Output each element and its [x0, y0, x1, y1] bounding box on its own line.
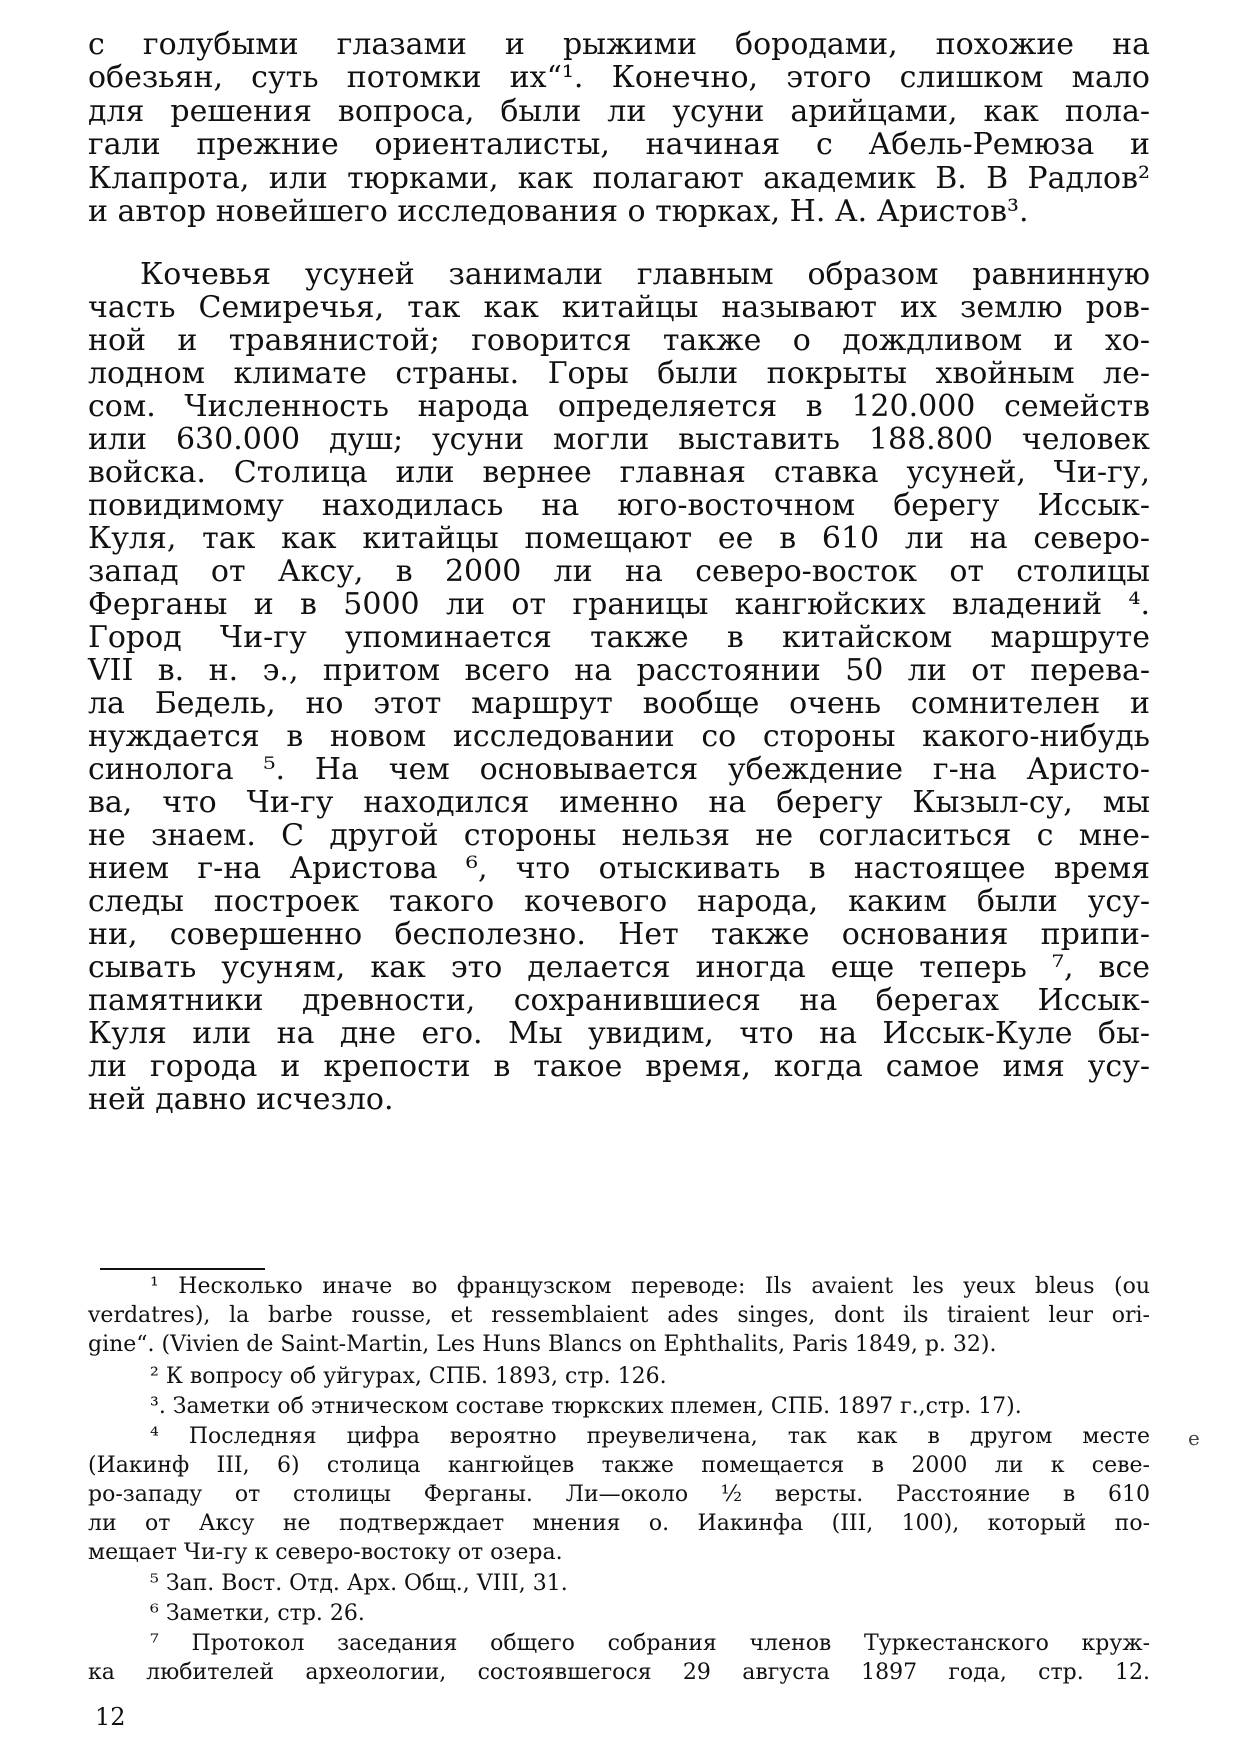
body-line-22: синолога ⁵. На чем основывается убеждение г-на Аристо-	[88, 752, 1150, 787]
body-line-19: VII в. н. э., притом всего на расстоянии 50 ли от перева-	[88, 653, 1150, 688]
footnote-line-2: verdatres), la barbe rousse, et ressemblaient ades singes, dont ils tiraient leur ori-	[88, 1303, 1150, 1328]
body-line-12: или 630.000 душ; усуни могли выставить 188.800 человек	[88, 422, 1150, 457]
body-line-5: Клапрота, или тюрками, как полагают академик В. В Радлов²	[88, 161, 1150, 196]
footnote-line-14: ка любителей археологии, состоявшегося 29 августа 1897 года, стр. 12.	[88, 1660, 1150, 1685]
margin-mark: e	[1188, 1426, 1200, 1450]
body-line-30: Куля или на дне его. Мы увидим, что на Иссык-Куле бы-	[88, 1016, 1150, 1051]
body-line-9: ной и травянистой; говорится также о дождливом и хо-	[88, 323, 1150, 358]
body-line-20: ла Бедель, но этот маршрут вообще очень сомнителен и	[88, 686, 1150, 721]
footnote-line-5: ³. Заметки об этническом составе тюркских племен, СПБ. 1897 г.,стр. 17).	[150, 1394, 1022, 1419]
body-line-8: часть Семиречья, так как китайцы называют их землю ров-	[88, 290, 1150, 325]
body-line-15: Куля, так как китайцы помещают ее в 610 ли на северо-	[88, 521, 1150, 556]
footnote-line-4: ² К вопросу об уйгурах, СПБ. 1893, стр. 126.	[150, 1364, 667, 1389]
body-line-1: с голубыми глазами и рыжими бородами, похожие на	[88, 27, 1150, 62]
body-line-25: нием г-на Аристова ⁶, что отыскивать в настоящее время	[88, 851, 1150, 886]
footnote-line-10: мещает Чи-гу к северо-востоку от озера.	[88, 1540, 563, 1565]
body-line-27: ни, совершенно бесполезно. Нет также основания припи-	[88, 917, 1150, 952]
body-line-17: Ферганы и в 5000 ли от границы кангюйских владений ⁴.	[88, 587, 1150, 622]
footnote-line-3: gine“. (Vivien de Saint-Martin, Les Huns Blancs on Ephthalits, Paris 1849, p. 32).	[88, 1332, 997, 1357]
body-line-14: повидимому находилась на юго-восточном берегу Иссык-	[88, 488, 1150, 523]
body-line-23: ва, что Чи-гу находился именно на берегу Кызыл-су, мы	[88, 785, 1150, 820]
footnote-line-13: ⁷ Протокол заседания общего собрания членов Туркестанского круж-	[150, 1631, 1150, 1656]
body-line-28: сывать усуням, как это делается иногда еще теперь ⁷, все	[88, 950, 1150, 985]
footnote-line-9: ли от Аксу не подтверждает мнения о. Иакинфа (III, 100), который по-	[88, 1511, 1150, 1536]
footnote-line-12: ⁶ Заметки, стр. 26.	[150, 1601, 365, 1626]
footnote-divider	[100, 1268, 265, 1270]
body-line-11: сом. Численность народа определяется в 120.000 семейств	[88, 389, 1150, 424]
body-line-18: Город Чи-гу упоминается также в китайском маршруте	[88, 620, 1150, 655]
body-line-21: нуждается в новом исследовании со стороны какого-нибудь	[88, 719, 1150, 754]
body-line-4: гали прежние ориенталисты, начиная с Абель-Ремюза и	[88, 127, 1150, 162]
body-line-2: обезьян, суть потомки их“¹. Конечно, этого слишком мало	[88, 60, 1150, 95]
footnote-line-11: ⁵ Зап. Вост. Отд. Арх. Общ., VIII, 31.	[150, 1571, 568, 1596]
body-line-32: ней давно исчезло.	[88, 1082, 394, 1117]
body-line-6: и автор новейшего исследования о тюрках, Н. А. Аристов³.	[88, 194, 1029, 229]
body-line-10: лодном климате страны. Горы были покрыты хвойным ле-	[88, 356, 1150, 391]
body-line-7: Кочевья усуней занимали главным образом равнинную	[140, 257, 1150, 292]
body-line-3: для решения вопроса, были ли усуни арийцами, как пола-	[88, 94, 1150, 129]
footnote-line-7: (Иакинф III, 6) столица кангюйцев также помещается в 2000 ли к севе-	[88, 1453, 1150, 1478]
footnote-line-8: ро-западу от столицы Ферганы. Ли—около ½ версты. Расстояние в 610	[88, 1482, 1150, 1507]
body-line-29: памятники древности, сохранившиеся на берегах Иссык-	[88, 983, 1150, 1018]
footnote-line-1: ¹ Несколько иначе во французском переводе: Ils avaient les yeux bleus (ou	[150, 1274, 1150, 1299]
body-line-26: следы построек такого кочевого народа, каким были усу-	[88, 884, 1150, 919]
body-line-16: запад от Аксу, в 2000 ли на северо-восток от столицы	[88, 554, 1150, 589]
body-line-13: войска. Столица или вернее главная ставка усуней, Чи-гу,	[88, 455, 1150, 490]
footnote-line-6: ⁴ Последняя цифра вероятно преувеличена, так как в другом месте	[150, 1424, 1150, 1449]
body-line-24: не знаем. С другой стороны нельзя не согласиться с мне-	[88, 818, 1150, 853]
page-number: 12	[95, 1703, 126, 1731]
body-line-31: ли города и крепости в такое время, когда самое имя усу-	[88, 1049, 1150, 1084]
